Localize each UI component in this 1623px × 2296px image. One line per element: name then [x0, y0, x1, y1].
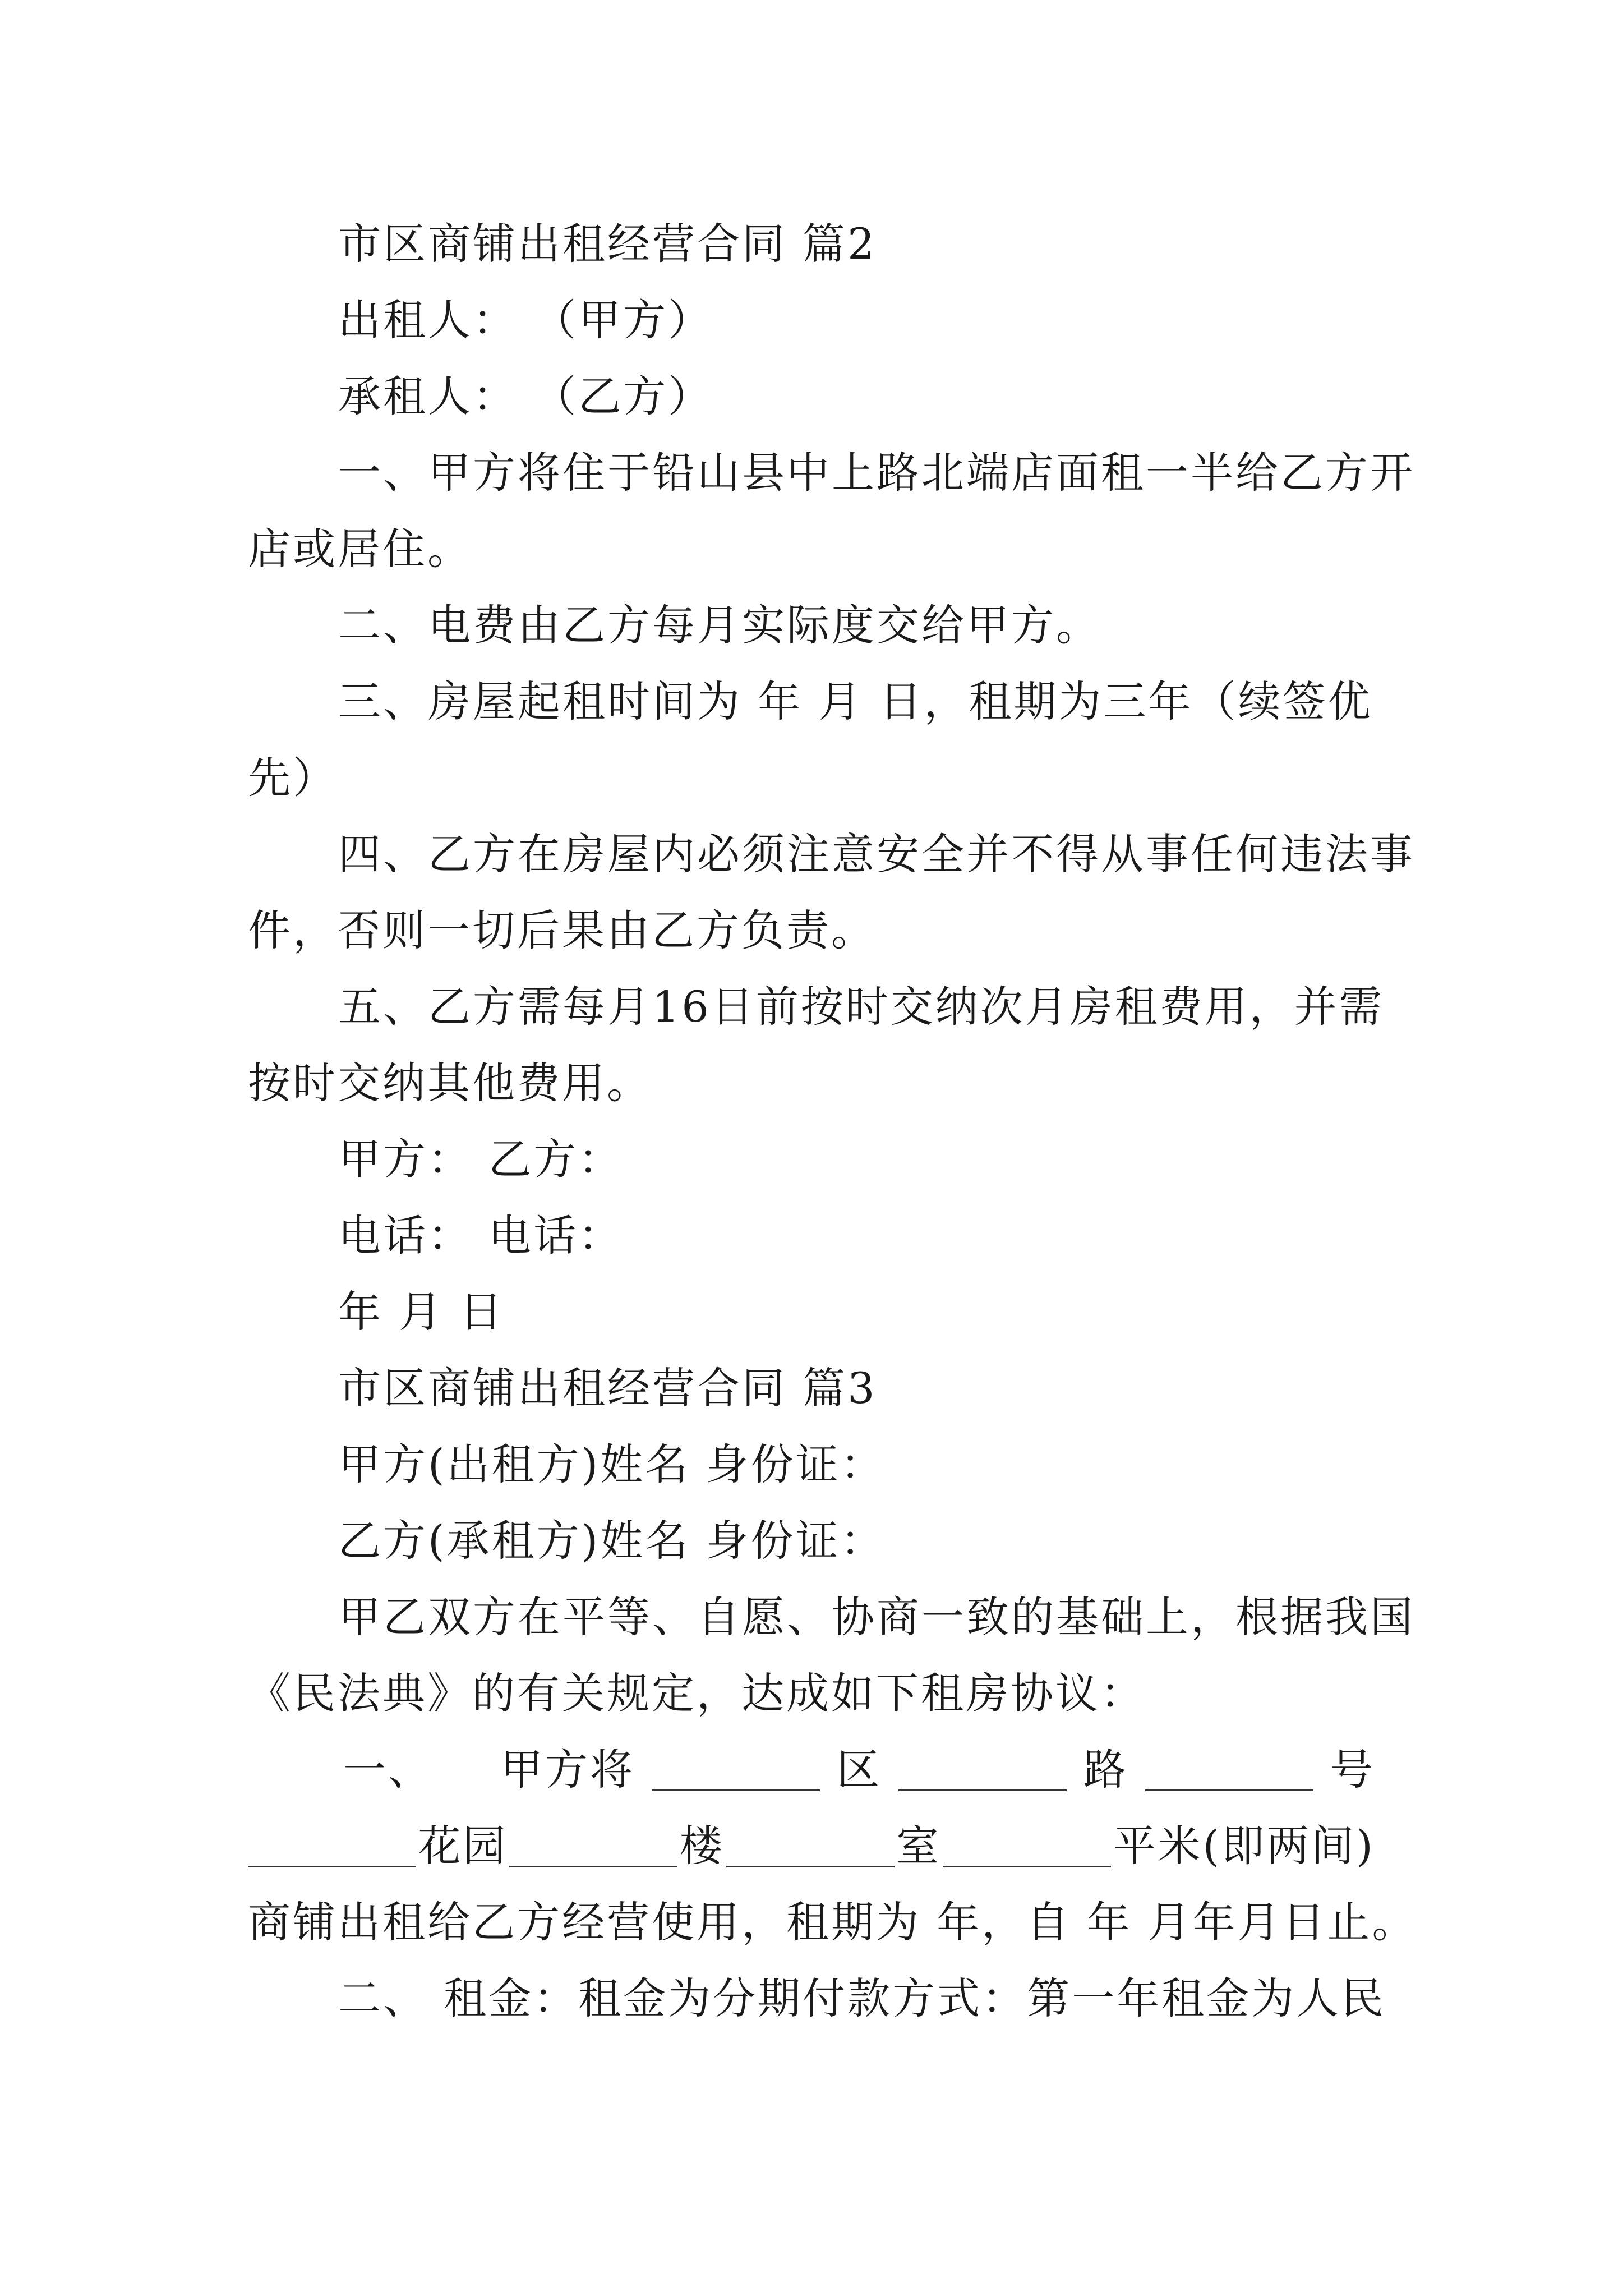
- item2-line: 二、电费由乙方每月实际度交给甲方。: [338, 600, 1101, 650]
- clause1-road: 路: [1083, 1745, 1128, 1795]
- clause1-room: 室: [896, 1821, 942, 1871]
- clause1-district: 区: [837, 1745, 882, 1795]
- blank-district: [652, 1751, 820, 1791]
- blank-garden: [248, 1828, 416, 1867]
- signature-phones: 电话： 电话：: [338, 1211, 624, 1260]
- party-a-line: 甲方(出租方)姓名 身份证：: [338, 1439, 886, 1489]
- item4-line1: 四、乙方在房屋内必须注意安全并不得从事任何违法事: [338, 829, 1415, 879]
- clause2-line1: 二、 租金：租金为分期付款方式：第一年租金为人民: [338, 1973, 1386, 2023]
- section-title-3: 市区商铺出租经营合同 篇3: [338, 1363, 877, 1413]
- section-title-2: 市区商铺出租经营合同 篇2: [338, 219, 877, 269]
- clause1-area: 平米(即两间): [1113, 1821, 1375, 1871]
- item5-line1: 五、乙方需每月16日前按时交纳次月房租费用，并需: [338, 982, 1384, 1032]
- item1-line2: 店或居住。: [248, 524, 472, 574]
- clause1-line3: 商铺出租给乙方经营使用，租期为 年，自 年 月年月日止。: [248, 1897, 1417, 1947]
- blank-room: [726, 1828, 895, 1867]
- item3-line1: 三、房屋起租时间为 年 月 日，租期为三年（续签优: [338, 677, 1373, 726]
- signature-date: 年 月 日: [338, 1287, 505, 1337]
- preamble-line1: 甲乙双方在平等、自愿、协商一致的基础上，根据我国: [338, 1592, 1415, 1642]
- item4-line2: 件，否则一切后果由乙方负责。: [248, 905, 876, 955]
- item3-line2: 先）: [248, 753, 338, 803]
- lessor-line: 出租人： （甲方）: [338, 295, 713, 345]
- party-b-line: 乙方(承租方)姓名 身份证：: [338, 1516, 886, 1566]
- clause1-text-a: 甲方将: [500, 1745, 635, 1795]
- clause1-garden: 花园: [418, 1821, 508, 1871]
- clause1-line1: [248, 1745, 1375, 1795]
- blank-area: [943, 1828, 1111, 1867]
- preamble-line2: 《民法典》的有关规定，达成如下租房协议：: [248, 1668, 1145, 1718]
- item5-line2: 按时交纳其他费用。: [248, 1058, 652, 1108]
- clause1-building: 楼: [679, 1821, 725, 1871]
- clause1-number-label: 号: [1330, 1745, 1375, 1795]
- clause1-number: 一、: [343, 1745, 433, 1795]
- lessee-line: 承租人： （乙方）: [338, 371, 713, 421]
- clause1-line2: [248, 1821, 1375, 1871]
- blank-number: [1145, 1751, 1313, 1791]
- blank-building: [509, 1828, 677, 1867]
- item1-line1: 一、甲方将住于铅山县中上路北端店面租一半给乙方开: [338, 448, 1415, 498]
- signature-parties: 甲方： 乙方：: [338, 1134, 624, 1184]
- blank-road: [898, 1751, 1067, 1791]
